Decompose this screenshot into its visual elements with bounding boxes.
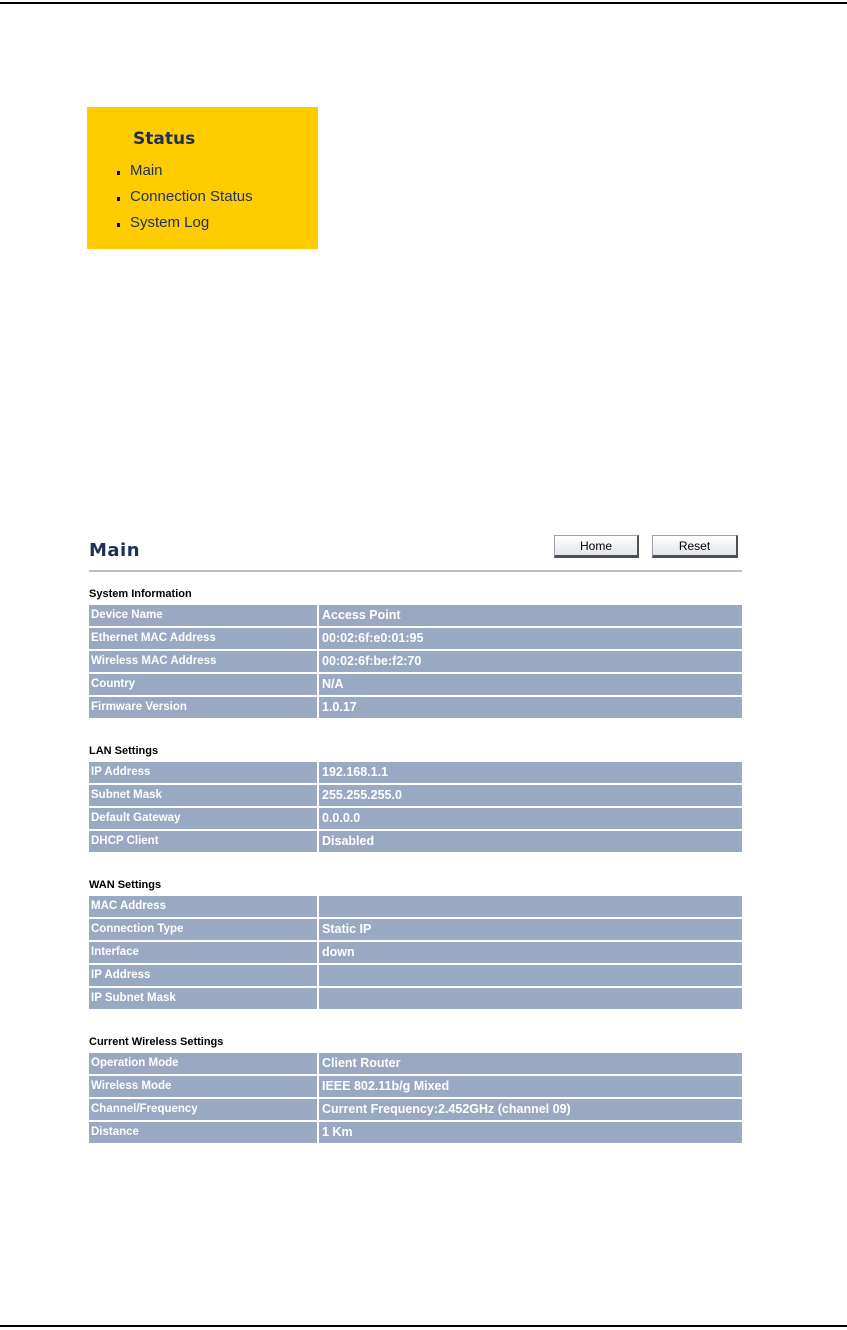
- status-menu-item-system-log[interactable]: [117, 209, 253, 235]
- table-row: [89, 1076, 742, 1097]
- top-rule: [0, 2, 847, 4]
- row-value: 0.0.0.0: [319, 808, 742, 829]
- table-row: [89, 896, 742, 917]
- status-menu-item-label: System Log: [130, 213, 210, 231]
- row-value: Current Frequency:2.452GHz (channel 09): [319, 1099, 742, 1120]
- table-row: [89, 674, 742, 695]
- title-divider: [89, 570, 742, 572]
- table-row: [89, 831, 742, 852]
- row-label: IP Address: [89, 762, 317, 783]
- table-row: [89, 1099, 742, 1120]
- row-label: Firmware Version: [89, 697, 317, 718]
- status-menu-title: Status: [133, 129, 196, 149]
- table-row: [89, 988, 742, 1009]
- status-menu: [87, 107, 318, 249]
- row-value: 1.0.17: [319, 697, 742, 718]
- table-row: [89, 808, 742, 829]
- section-heading: LAN Settings: [89, 745, 159, 757]
- row-value: Disabled: [319, 831, 742, 852]
- table-row: [89, 762, 742, 783]
- row-label: Default Gateway: [89, 808, 317, 829]
- page-title: Main: [89, 540, 141, 561]
- status-menu-list: [117, 157, 253, 235]
- row-value: Access Point: [319, 605, 742, 626]
- row-label: Wireless MAC Address: [89, 651, 317, 672]
- row-label: IP Address: [89, 965, 317, 986]
- bottom-rule: [0, 1325, 847, 1327]
- table-row: [89, 651, 742, 672]
- row-label: Wireless Mode: [89, 1076, 317, 1097]
- row-value: IEEE 802.11b/g Mixed: [319, 1076, 742, 1097]
- row-label: Distance: [89, 1122, 317, 1143]
- home-button[interactable]: Home: [554, 535, 639, 558]
- table-row: [89, 605, 742, 626]
- row-value: 192.168.1.1: [319, 762, 742, 783]
- status-menu-item-main[interactable]: [117, 157, 253, 183]
- bullet-icon: [117, 171, 120, 175]
- table-row: [89, 965, 742, 986]
- row-value: [319, 896, 742, 917]
- row-label: Ethernet MAC Address: [89, 628, 317, 649]
- row-label: Connection Type: [89, 919, 317, 940]
- table-row: [89, 785, 742, 806]
- table-row: [89, 697, 742, 718]
- table-row: [89, 942, 742, 963]
- row-label: Subnet Mask: [89, 785, 317, 806]
- row-label: Interface: [89, 942, 317, 963]
- table-row: [89, 628, 742, 649]
- row-value: 00:02:6f:e0:01:95: [319, 628, 742, 649]
- section-heading: WAN Settings: [89, 879, 162, 891]
- row-value: 00:02:6f:be:f2:70: [319, 651, 742, 672]
- row-value: 255.255.255.0: [319, 785, 742, 806]
- row-label: MAC Address: [89, 896, 317, 917]
- row-value: Client Router: [319, 1053, 742, 1074]
- status-menu-item-connection-status[interactable]: [117, 183, 253, 209]
- row-value: down: [319, 942, 742, 963]
- status-menu-item-label: Main: [130, 161, 163, 179]
- settings-section: [89, 586, 742, 720]
- settings-section: [89, 1034, 742, 1145]
- section-heading: System Information: [89, 588, 192, 600]
- status-menu-item-label: Connection Status: [130, 187, 253, 205]
- row-value: [319, 988, 742, 1009]
- table-row: [89, 919, 742, 940]
- row-value: N/A: [319, 674, 742, 695]
- reset-button[interactable]: Reset: [652, 535, 738, 558]
- row-value: [319, 965, 742, 986]
- row-value: 1 Km: [319, 1122, 742, 1143]
- row-label: DHCP Client: [89, 831, 317, 852]
- row-label: Device Name: [89, 605, 317, 626]
- row-value: Static IP: [319, 919, 742, 940]
- row-label: Country: [89, 674, 317, 695]
- row-label: Channel/Frequency: [89, 1099, 317, 1120]
- bullet-icon: [117, 197, 120, 201]
- settings-section: [89, 877, 742, 1011]
- settings-section: [89, 743, 742, 854]
- table-row: [89, 1053, 742, 1074]
- bullet-icon: [117, 223, 120, 227]
- table-row: [89, 1122, 742, 1143]
- section-heading: Current Wireless Settings: [89, 1036, 224, 1048]
- row-label: Operation Mode: [89, 1053, 317, 1074]
- row-label: IP Subnet Mask: [89, 988, 317, 1009]
